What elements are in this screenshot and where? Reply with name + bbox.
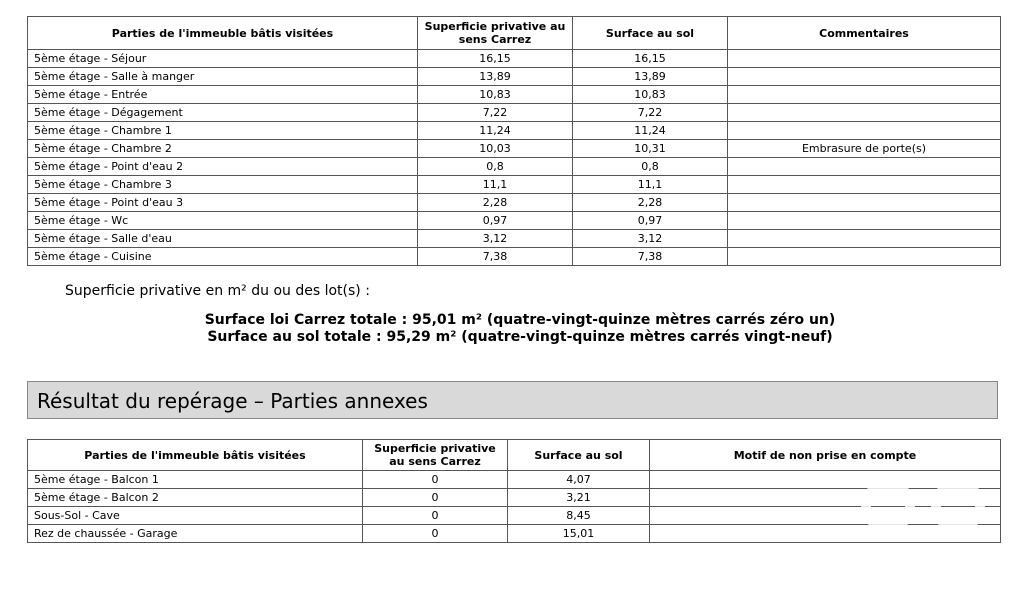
cell-commentaire xyxy=(728,176,1001,194)
cell-partie: 5ème étage - Point d'eau 2 xyxy=(28,158,418,176)
cell-commentaire xyxy=(728,194,1001,212)
annex-table xyxy=(27,439,1001,543)
cell-commentaire xyxy=(728,50,1001,68)
cell-commentaire xyxy=(728,212,1001,230)
table-header-row xyxy=(28,17,1001,50)
cell-carrez: 2,28 xyxy=(418,194,573,212)
cell-commentaire xyxy=(728,230,1001,248)
cell-carrez: 3,12 xyxy=(418,230,573,248)
table-row xyxy=(28,230,1001,248)
cell-partie: 5ème étage - Entrée xyxy=(28,86,418,104)
cell-surface-sol: 0,97 xyxy=(573,212,728,230)
total-carrez: Surface loi Carrez totale : 95,01 m² (quatre-vingt-quinze mètres carrés zéro un) xyxy=(204,312,836,328)
cell-commentaire xyxy=(650,471,1001,489)
cell-partie: 5ème étage - Chambre 2 xyxy=(28,140,418,158)
header-motif: Motif de non prise en compte xyxy=(650,440,1001,471)
cell-surface-sol: 16,15 xyxy=(573,50,728,68)
table-row xyxy=(28,158,1001,176)
table-row xyxy=(28,489,1001,507)
cell-carrez: 13,89 xyxy=(418,68,573,86)
cell-surface-sol: 4,07 xyxy=(508,471,650,489)
cell-commentaire xyxy=(728,68,1001,86)
cell-carrez: 11,1 xyxy=(418,176,573,194)
cell-partie: 5ème étage - Salle à manger xyxy=(28,68,418,86)
cell-partie: 5ème étage - Dégagement xyxy=(28,104,418,122)
table-row xyxy=(28,86,1001,104)
carrez-table xyxy=(27,16,1001,266)
cell-carrez: 7,38 xyxy=(418,248,573,266)
cell-carrez: 10,03 xyxy=(418,140,573,158)
cell-partie: Rez de chaussée - Garage xyxy=(28,525,363,543)
cell-surface-sol: 3,12 xyxy=(573,230,728,248)
cell-carrez: 0 xyxy=(363,507,508,525)
cell-surface-sol: 2,28 xyxy=(573,194,728,212)
cell-commentaire xyxy=(728,86,1001,104)
cell-carrez: 16,15 xyxy=(418,50,573,68)
cell-commentaire xyxy=(728,104,1001,122)
cell-carrez: 0 xyxy=(363,471,508,489)
cell-surface-sol: 10,83 xyxy=(573,86,728,104)
cell-commentaire xyxy=(728,122,1001,140)
cell-partie: 5ème étage - Séjour xyxy=(28,50,418,68)
table-row xyxy=(28,140,1001,158)
cell-carrez: 10,83 xyxy=(418,86,573,104)
cell-surface-sol: 7,38 xyxy=(573,248,728,266)
cell-commentaire xyxy=(728,248,1001,266)
cell-surface-sol: 13,89 xyxy=(573,68,728,86)
cell-surface-sol: 15,01 xyxy=(508,525,650,543)
cell-commentaire xyxy=(650,507,1001,525)
cell-carrez: 0,8 xyxy=(418,158,573,176)
table-row xyxy=(28,122,1001,140)
cell-partie: 5ème étage - Salle d'eau xyxy=(28,230,418,248)
header-carrez: Superficie privative au sens Carrez xyxy=(418,17,573,50)
header-surface-sol: Surface au sol xyxy=(573,17,728,50)
table-row xyxy=(28,525,1001,543)
cell-partie: 5ème étage - Point d'eau 3 xyxy=(28,194,418,212)
cell-partie: 5ème étage - Balcon 2 xyxy=(28,489,363,507)
table-row xyxy=(28,212,1001,230)
cell-carrez: 7,22 xyxy=(418,104,573,122)
cell-commentaire xyxy=(650,489,1001,507)
cell-surface-sol: 10,31 xyxy=(573,140,728,158)
table-row xyxy=(28,248,1001,266)
table-row xyxy=(28,68,1001,86)
total-surface-sol: Surface au sol totale : 95,29 m² (quatre-vingt-quinze mètres carrés vingt-neuf) xyxy=(207,329,833,345)
table-header-row xyxy=(28,440,1001,471)
cell-surface-sol: 11,24 xyxy=(573,122,728,140)
cell-carrez: 0,97 xyxy=(418,212,573,230)
section-title-annexes: Résultat du repérage – Parties annexes xyxy=(27,381,998,419)
table-row xyxy=(28,507,1001,525)
cell-partie: 5ème étage - Wc xyxy=(28,212,418,230)
table-row xyxy=(28,50,1001,68)
cell-partie: 5ème étage - Balcon 1 xyxy=(28,471,363,489)
header-carrez: Superficie privative au sens Carrez xyxy=(363,440,508,471)
summary-label: Superficie privative en m² du ou des lot(s) : xyxy=(65,283,370,299)
cell-surface-sol: 3,21 xyxy=(508,489,650,507)
cell-surface-sol: 0,8 xyxy=(573,158,728,176)
table-row xyxy=(28,194,1001,212)
cell-partie: 5ème étage - Chambre 3 xyxy=(28,176,418,194)
header-surface-sol: Surface au sol xyxy=(508,440,650,471)
header-parties: Parties de l'immeuble bâtis visitées xyxy=(28,440,363,471)
cell-commentaire: Embrasure de porte(s) xyxy=(728,140,1001,158)
table-row xyxy=(28,176,1001,194)
cell-carrez: 0 xyxy=(363,489,508,507)
cell-commentaire xyxy=(650,525,1001,543)
cell-partie: 5ème étage - Cuisine xyxy=(28,248,418,266)
header-parties: Parties de l'immeuble bâtis visitées xyxy=(28,17,418,50)
table-row xyxy=(28,104,1001,122)
cell-carrez: 0 xyxy=(363,525,508,543)
table-row xyxy=(28,471,1001,489)
cell-commentaire xyxy=(728,158,1001,176)
cell-surface-sol: 11,1 xyxy=(573,176,728,194)
cell-surface-sol: 8,45 xyxy=(508,507,650,525)
header-commentaires: Commentaires xyxy=(728,17,1001,50)
cell-partie: 5ème étage - Chambre 1 xyxy=(28,122,418,140)
cell-partie: Sous-Sol - Cave xyxy=(28,507,363,525)
cell-surface-sol: 7,22 xyxy=(573,104,728,122)
cell-carrez: 11,24 xyxy=(418,122,573,140)
